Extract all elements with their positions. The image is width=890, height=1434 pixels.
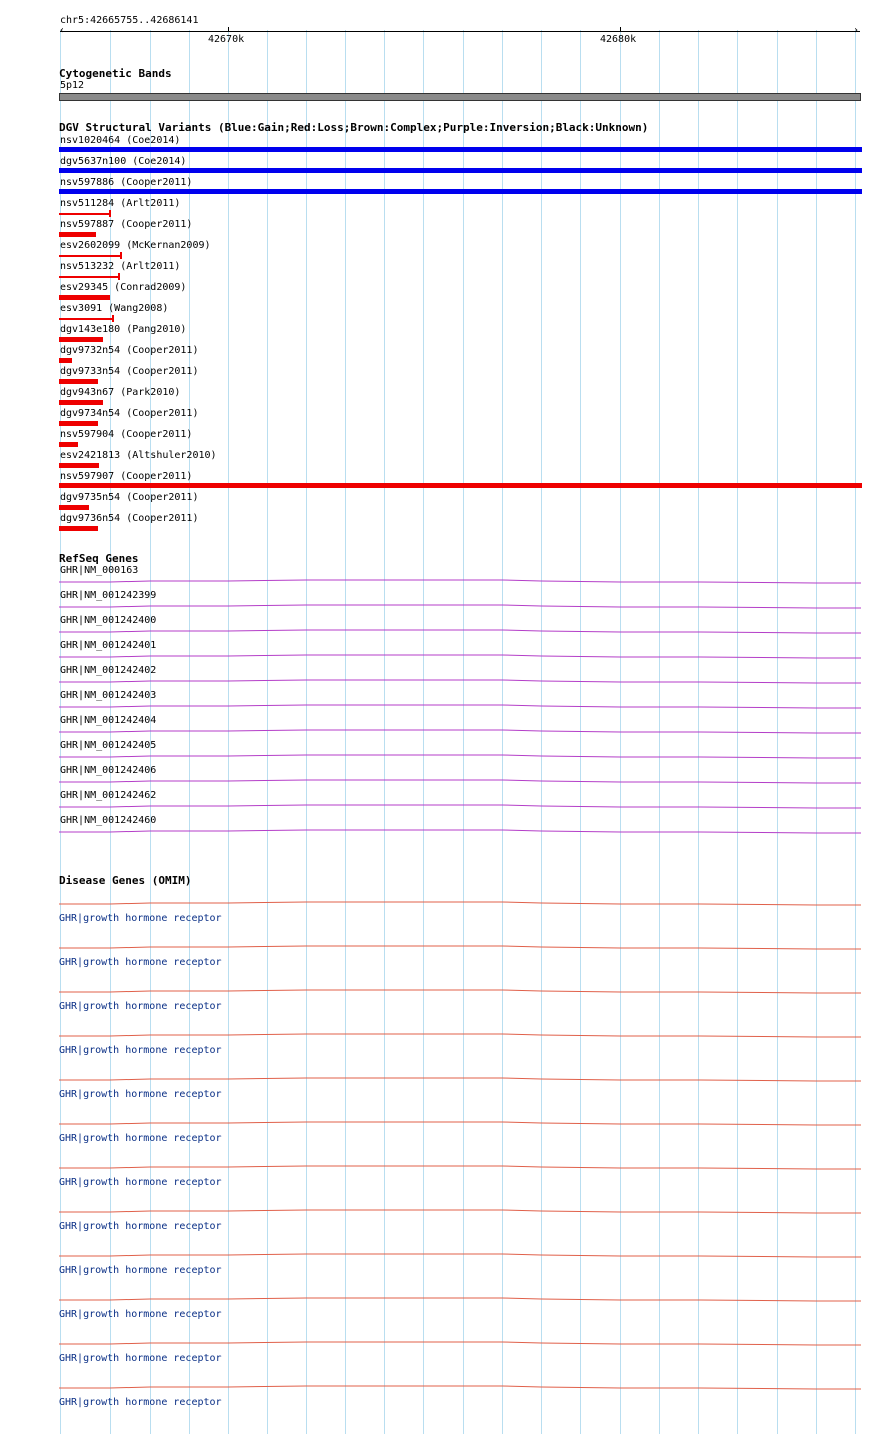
- omim-gene-model[interactable]: [59, 1034, 861, 1037]
- ruler-tick-label: 42670k: [208, 34, 245, 45]
- dgv-variant-label[interactable]: nsv597887 (Cooper2011): [60, 219, 193, 230]
- refseq-gene-label[interactable]: GHR|NM_000163: [60, 565, 139, 576]
- omim-gene-label[interactable]: GHR|growth hormone receptor: [59, 1001, 222, 1012]
- ruler-coordinates: chr5:42665755..42686141: [60, 15, 199, 26]
- cytoband-label: 5p12: [60, 80, 85, 91]
- omim-gene-label[interactable]: GHR|growth hormone receptor: [59, 1265, 222, 1276]
- dgv-variant-label[interactable]: nsv597907 (Cooper2011): [60, 471, 193, 482]
- dgv-variant-label[interactable]: nsv597904 (Cooper2011): [60, 429, 193, 440]
- omim-gene-label[interactable]: GHR|growth hormone receptor: [59, 1309, 222, 1320]
- dgv-variant-label[interactable]: nsv513232 (Arlt2011): [60, 261, 181, 272]
- refseq-gene-model[interactable]: [59, 780, 861, 783]
- dgv-variant-label[interactable]: nsv1020464 (Coe2014): [60, 135, 181, 146]
- omim-gene-model[interactable]: [59, 990, 861, 993]
- dgv-variant-label[interactable]: esv3091 (Wang2008): [60, 303, 169, 314]
- refseq-gene-model[interactable]: [59, 730, 861, 733]
- refseq-gene-model[interactable]: [59, 680, 861, 683]
- refseq-gene-label[interactable]: GHR|NM_001242462: [60, 790, 157, 801]
- omim-gene-label[interactable]: GHR|growth hormone receptor: [59, 1089, 222, 1100]
- dgv-variant-label[interactable]: esv2602099 (McKernan2009): [60, 240, 211, 251]
- refseq-gene-label[interactable]: GHR|NM_001242405: [60, 740, 157, 751]
- refseq-gene-label[interactable]: GHR|NM_001242404: [60, 715, 157, 726]
- ruler-left-arrow: ‹: [59, 25, 66, 36]
- dgv-variant-label[interactable]: dgv9733n54 (Cooper2011): [60, 366, 199, 377]
- dgv-variant-label[interactable]: esv29345 (Conrad2009): [60, 282, 187, 293]
- omim-gene-label[interactable]: GHR|growth hormone receptor: [59, 957, 222, 968]
- omim-gene-model[interactable]: [59, 1210, 861, 1213]
- omim-gene-model[interactable]: [59, 1342, 861, 1345]
- omim-gene-model[interactable]: [59, 1298, 861, 1301]
- omim-gene-label[interactable]: GHR|growth hormone receptor: [59, 1221, 222, 1232]
- cytogenetic-track-title[interactable]: Cytogenetic Bands: [59, 67, 172, 80]
- dgv-variant-label[interactable]: dgv9732n54 (Cooper2011): [60, 345, 199, 356]
- omim-track-title[interactable]: Disease Genes (OMIM): [59, 874, 192, 887]
- dgv-variant-label[interactable]: dgv5637n100 (Coe2014): [60, 156, 187, 167]
- ruler-tick-label: 42680k: [600, 34, 637, 45]
- omim-gene-label[interactable]: GHR|growth hormone receptor: [59, 1353, 222, 1364]
- refseq-gene-model[interactable]: [59, 580, 861, 583]
- omim-gene-label[interactable]: GHR|growth hormone receptor: [59, 913, 222, 924]
- dgv-variant-label[interactable]: dgv143e180 (Pang2010): [60, 324, 187, 335]
- omim-gene-label[interactable]: GHR|growth hormone receptor: [59, 1133, 222, 1144]
- refseq-gene-model[interactable]: [59, 830, 861, 833]
- omim-gene-model[interactable]: [59, 1166, 861, 1169]
- omim-gene-label[interactable]: GHR|growth hormone receptor: [59, 1397, 222, 1408]
- refseq-gene-label[interactable]: GHR|NM_001242401: [60, 640, 157, 651]
- omim-gene-model[interactable]: [59, 946, 861, 949]
- omim-gene-label[interactable]: GHR|growth hormone receptor: [59, 1177, 222, 1188]
- omim-gene-model[interactable]: [59, 1254, 861, 1257]
- omim-gene-model[interactable]: [59, 1122, 861, 1125]
- refseq-gene-label[interactable]: GHR|NM_001242403: [60, 690, 157, 701]
- dgv-variant-label[interactable]: nsv597886 (Cooper2011): [60, 177, 193, 188]
- refseq-gene-model[interactable]: [59, 655, 861, 658]
- refseq-gene-model[interactable]: [59, 605, 861, 608]
- dgv-variant-label[interactable]: dgv9736n54 (Cooper2011): [60, 513, 199, 524]
- omim-gene-model[interactable]: [59, 1078, 861, 1081]
- refseq-gene-label[interactable]: GHR|NM_001242399: [60, 590, 157, 601]
- omim-gene-model[interactable]: [59, 1386, 861, 1389]
- refseq-gene-model[interactable]: [59, 630, 861, 633]
- refseq-gene-model[interactable]: [59, 805, 861, 808]
- dgv-variant-label[interactable]: dgv9735n54 (Cooper2011): [60, 492, 199, 503]
- refseq-gene-model[interactable]: [59, 755, 861, 758]
- dgv-variant-label[interactable]: dgv943n67 (Park2010): [60, 387, 181, 398]
- ruler-right-arrow: ›: [853, 25, 860, 36]
- refseq-gene-label[interactable]: GHR|NM_001242402: [60, 665, 157, 676]
- refseq-gene-label[interactable]: GHR|NM_001242400: [60, 615, 157, 626]
- refseq-gene-label[interactable]: GHR|NM_001242460: [60, 815, 157, 826]
- omim-gene-model[interactable]: [59, 902, 861, 905]
- dgv-variant-label[interactable]: dgv9734n54 (Cooper2011): [60, 408, 199, 419]
- dgv-variant-label[interactable]: esv2421813 (Altshuler2010): [60, 450, 217, 461]
- omim-gene-label[interactable]: GHR|growth hormone receptor: [59, 1045, 222, 1056]
- refseq-track-title[interactable]: RefSeq Genes: [59, 552, 139, 565]
- refseq-gene-label[interactable]: GHR|NM_001242406: [60, 765, 157, 776]
- dgv-variant-label[interactable]: nsv511284 (Arlt2011): [60, 198, 181, 209]
- refseq-gene-model[interactable]: [59, 705, 861, 708]
- dgv-track-title[interactable]: DGV Structural Variants (Blue:Gain;Red:Loss;Brown:Complex;Purple:Inversion;Black:Unknown): [59, 121, 649, 134]
